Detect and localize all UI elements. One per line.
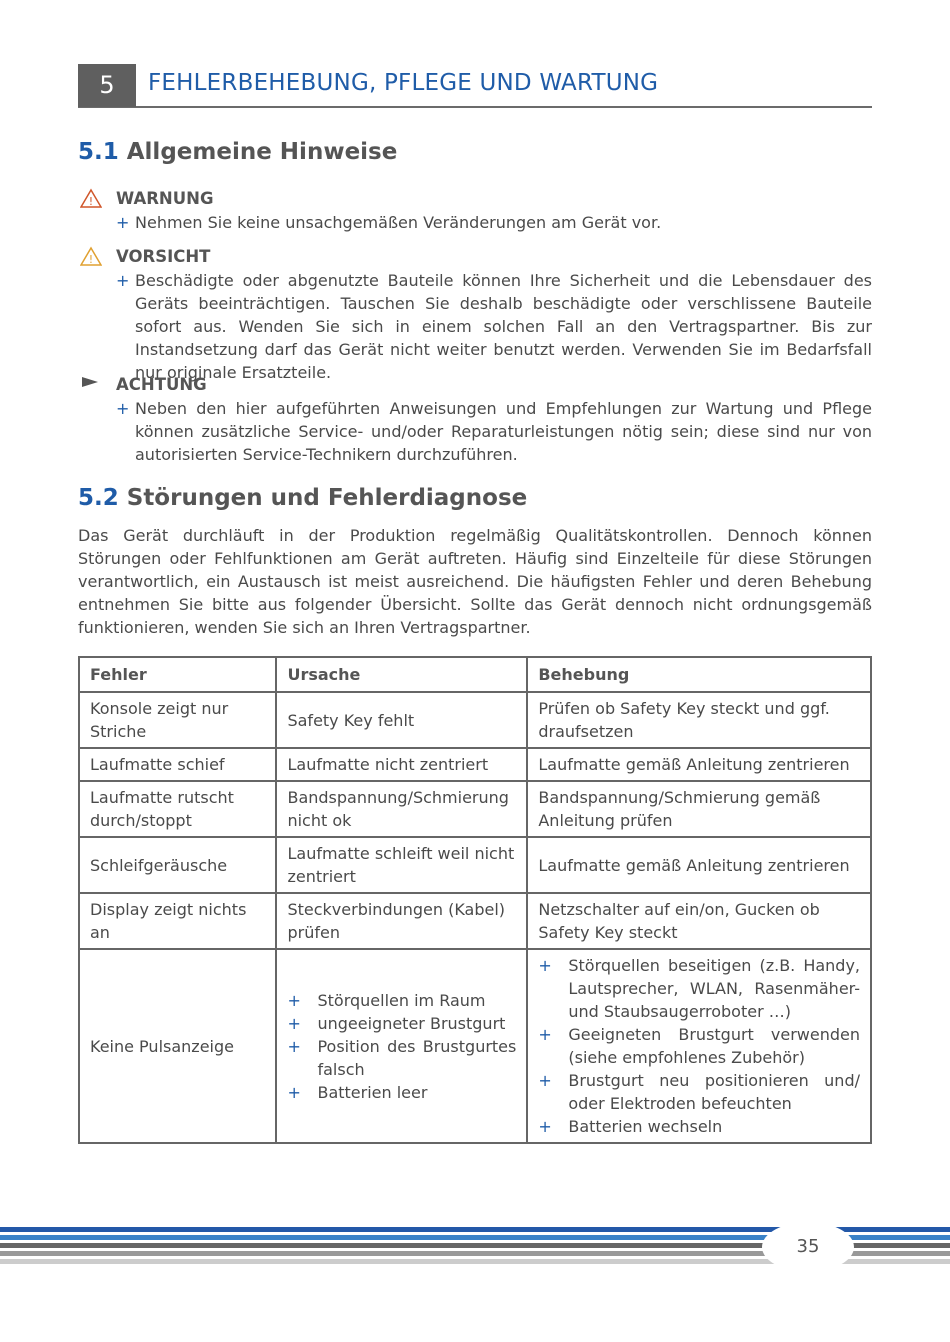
chapter-header	[78, 64, 872, 108]
svg-text:!: !	[88, 253, 94, 266]
list-item: + Batterien leer	[287, 1081, 516, 1104]
cell-behebung: Bandspannung/Schmierung gemäß Anleitung prüfen	[527, 781, 871, 837]
troubleshooting-table	[78, 656, 872, 1144]
cell-fehler: Display zeigt nichts an	[79, 893, 276, 949]
cell-fehler: Laufmatte rutscht durch/stoppt	[79, 781, 276, 837]
flag-arrow-icon	[80, 376, 100, 388]
table-row	[79, 748, 871, 781]
cell-fehler: Keine Pulsanzeige	[79, 949, 276, 1143]
cell-ursache: Steckverbindungen (Kabel) prüfen	[276, 893, 527, 949]
caution-icon	[80, 246, 102, 266]
cell-ursache: Bandspannung/Schmierung nicht ok	[276, 781, 527, 837]
vorsicht-label: VORSICHT	[116, 247, 211, 266]
table-row	[79, 949, 871, 1143]
cell-fehler: Schleifgeräusche	[79, 837, 276, 893]
cell-behebung	[527, 949, 871, 1143]
table-row	[79, 692, 871, 748]
chapter-title: FEHLERBEHEBUNG, PFLEGE UND WARTUNG	[148, 70, 659, 96]
list-item: + Störquellen beseitigen (z.B. Handy, Lautsprecher, WLAN, Rasenmäher- und Staubsaugerroboter …)	[538, 954, 860, 1023]
page-number: 35	[762, 1222, 854, 1272]
list-item: + ungeeigneter Brustgurt	[287, 1012, 516, 1035]
table-row	[79, 837, 871, 893]
warnung-item: + Nehmen Sie keine unsachgemäßen Veränderungen am Gerät vor.	[116, 213, 662, 232]
warnung-label: WARNUNG	[116, 189, 214, 208]
list-item: + Batterien wechseln	[538, 1115, 860, 1138]
cell-ursache: Laufmatte schleift weil nicht zentriert	[276, 837, 527, 893]
chapter-number: 5	[78, 64, 136, 107]
cell-behebung: Laufmatte gemäß Anleitung zentrieren	[527, 748, 871, 781]
list-item: + Geeigneten Brustgurt verwenden (siehe empfohlenes Zubehör)	[538, 1023, 860, 1069]
list-item: + Position des Brustgurtes falsch	[287, 1035, 516, 1081]
cell-fehler: Konsole zeigt nur Striche	[79, 692, 276, 748]
achtung-label: ACHTUNG	[116, 375, 207, 394]
cell-ursache: Safety Key fehlt	[276, 692, 527, 748]
section-heading-5-2: 5.2 Störungen und Fehlerdiagnose	[78, 485, 528, 511]
header-fehler: Fehler	[79, 657, 276, 692]
cell-ursache: Laufmatte nicht zentriert	[276, 748, 527, 781]
header-ursache: Ursache	[276, 657, 527, 692]
table-row	[79, 781, 871, 837]
list-item: + Störquellen im Raum	[287, 989, 516, 1012]
cell-behebung: Laufmatte gemäß Anleitung zentrieren	[527, 837, 871, 893]
cell-fehler: Laufmatte schief	[79, 748, 276, 781]
table-row	[79, 893, 871, 949]
cell-ursache	[276, 949, 527, 1143]
intro-paragraph: Das Gerät durchläuft in der Produktion regelmäßig Qualitätskontrollen. Dennoch können Störungen oder Fehlfunktionen am Gerät auftreten. Häufig sind Einzelteile für diese Störungen verantwortlich, ein Austausch ist meist ausreichend. Die häufigsten Fehler und deren Behebung entnehmen Sie bitte aus folgender Übersicht. Sollte das Gerät dennoch nicht ordnungsgemäß funktionieren, wenden Sie sich an Ihren Vertragspartner.	[78, 526, 872, 637]
cell-behebung: Netzschalter auf ein/on, Gucken ob Safety Key steckt	[527, 893, 871, 949]
table-header-row	[79, 657, 871, 692]
warning-icon	[80, 188, 102, 208]
header-behebung: Behebung	[527, 657, 871, 692]
section-heading-5-1: 5.1 Allgemeine Hinweise	[78, 139, 398, 165]
cell-behebung: Prüfen ob Safety Key steckt und ggf. draufsetzen	[527, 692, 871, 748]
svg-text:!: !	[88, 195, 94, 208]
vorsicht-item: + Beschädigte oder abgenutzte Bauteile können Ihre Sicherheit und die Lebensdauer des Geräts beeinträchtigen. Tauschen Sie deshalb beschädigte oder verschlissene Bauteile sofort aus. Wenden Sie sich in einem solchen Fall an den Vertragspartner. Bis zur Instandsetzung darf das Gerät nicht weiter benutzt werden. Verwenden Sie im Bedarfsfall nur originale Ersatzteile.	[116, 271, 872, 382]
list-item: + Brustgurt neu positionieren und/ oder Elektroden befeuchten	[538, 1069, 860, 1115]
achtung-item: + Neben den hier aufgeführten Anweisungen und Empfehlungen zur Wartung und Pflege können zusätzliche Service- und/oder Reparaturleistungen nötig sein; diese sind nur von autorisierten Service-Technikern durchzuführen.	[116, 399, 872, 464]
